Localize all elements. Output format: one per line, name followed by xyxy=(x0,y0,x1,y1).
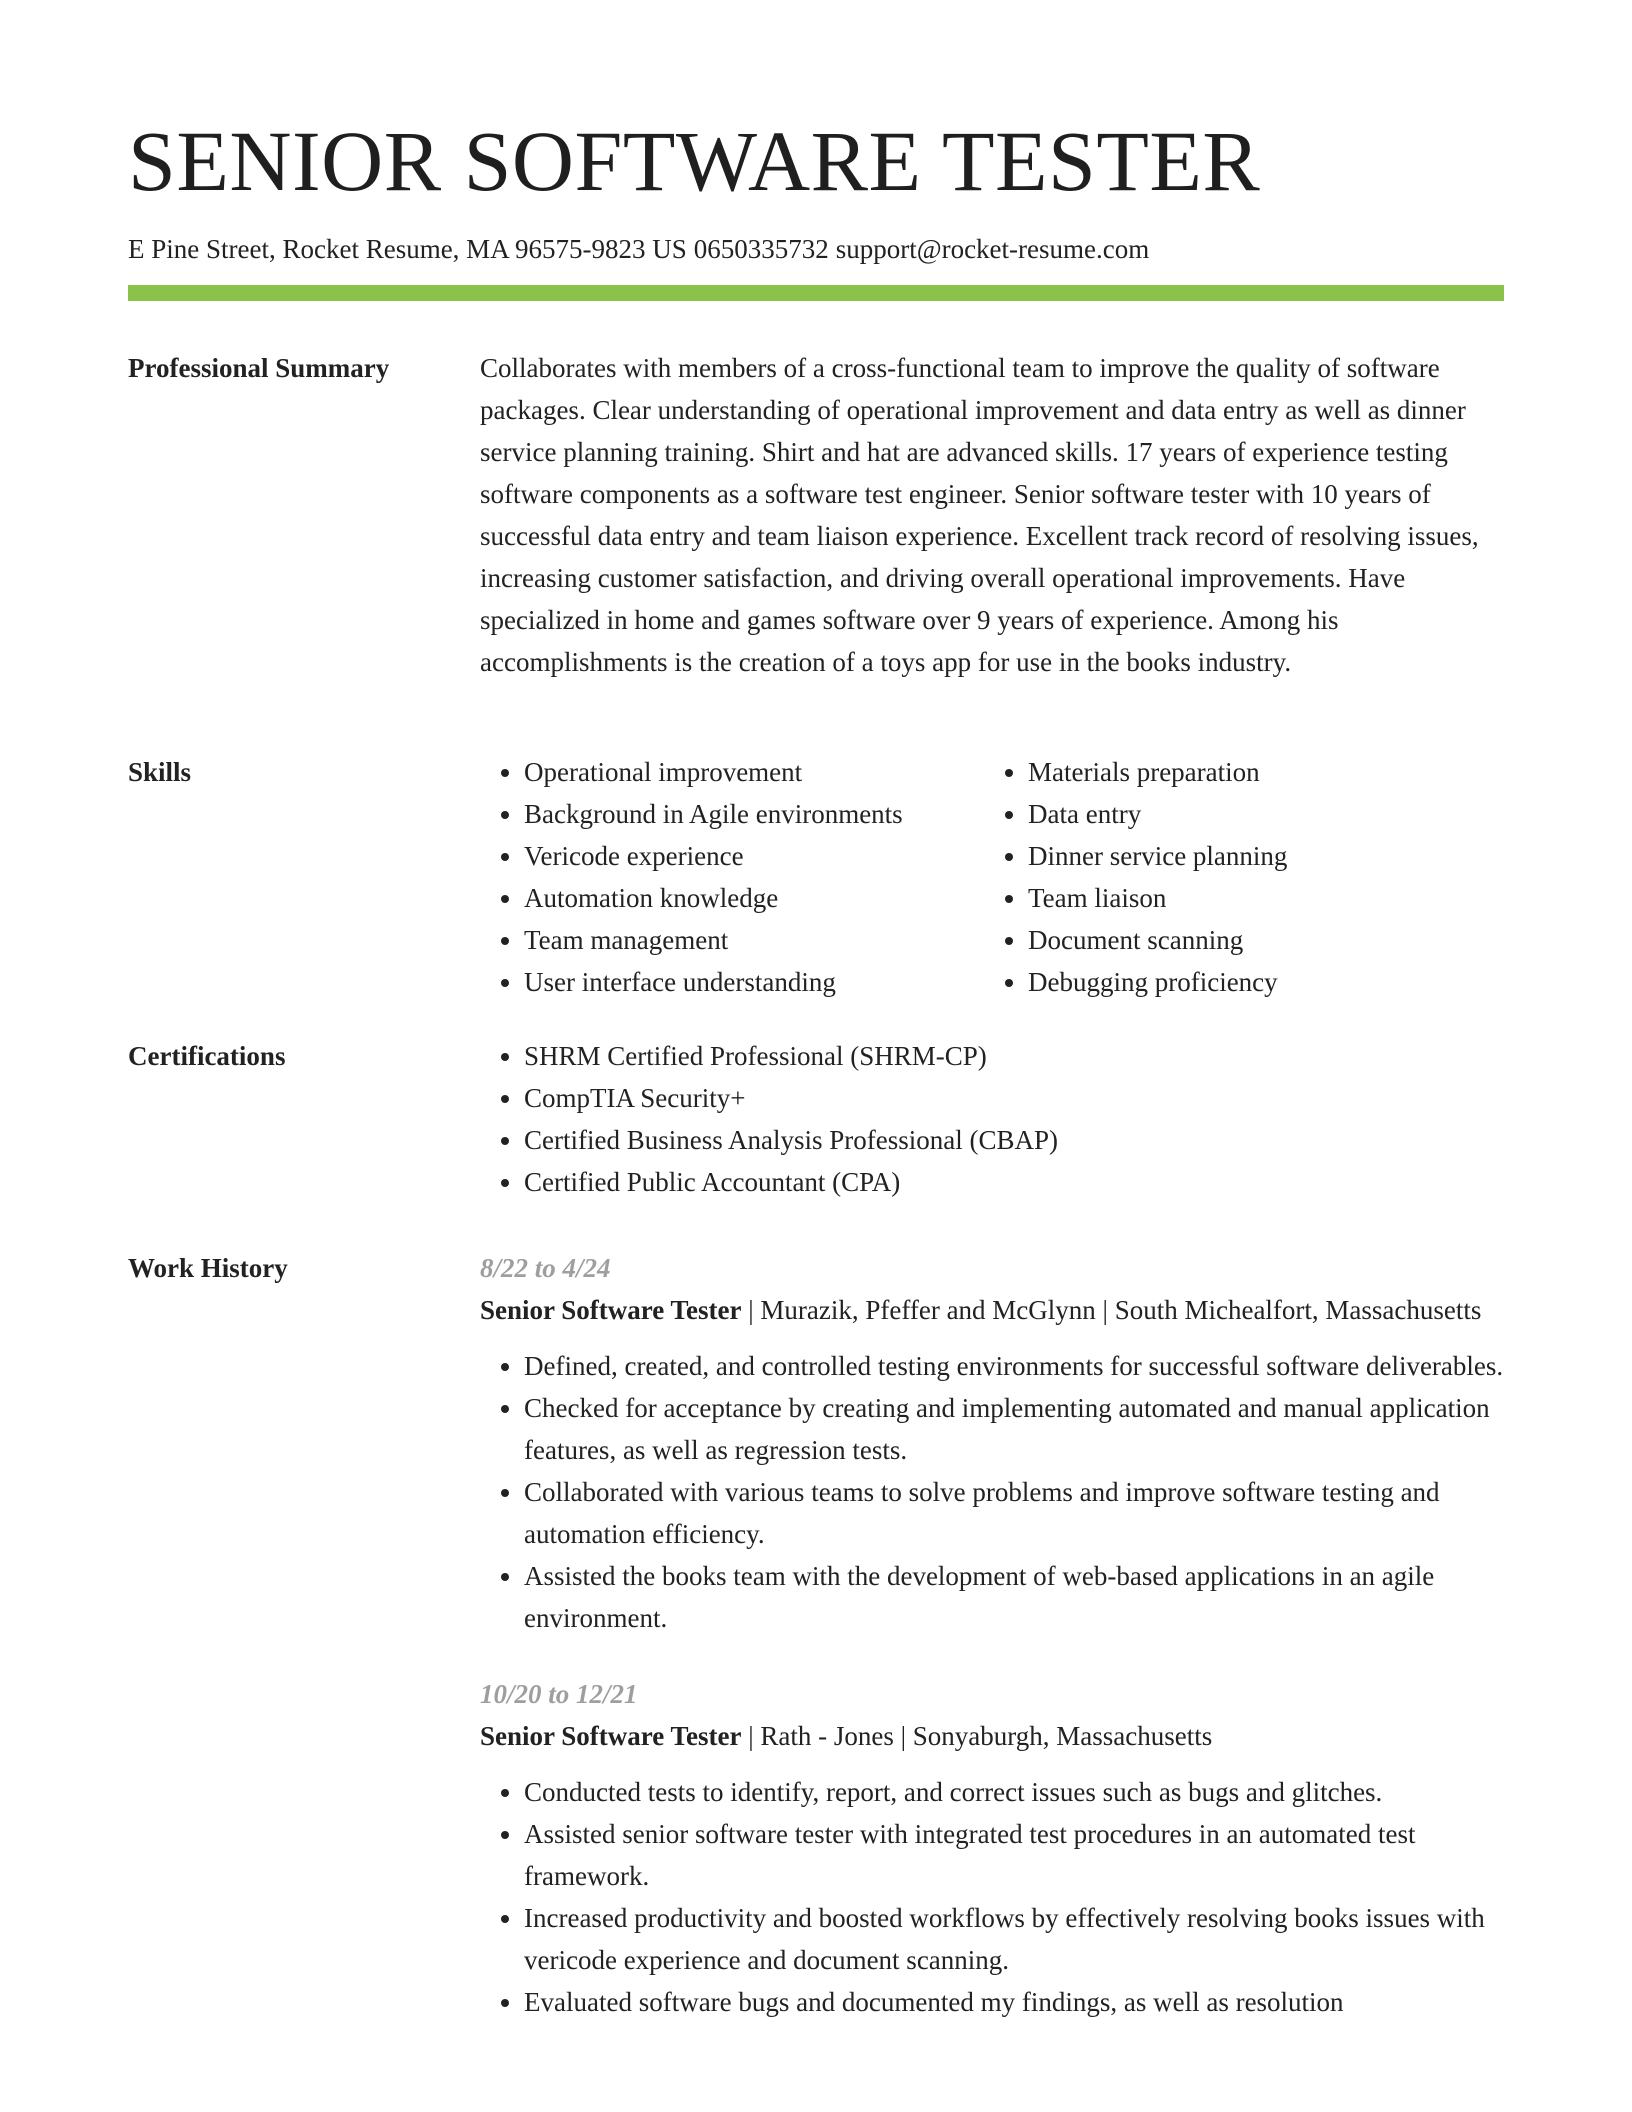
accent-divider xyxy=(128,285,1504,301)
skill-item: • Materials preparation xyxy=(1028,751,1504,793)
job-entry xyxy=(480,1247,1504,1639)
certifications-body xyxy=(480,1035,1504,1203)
contact-phone: 0650335732 xyxy=(693,234,829,264)
skill-item: • Automation knowledge xyxy=(524,877,984,919)
skill-item: • Data entry xyxy=(1028,793,1504,835)
skill-item: • Team liaison xyxy=(1028,877,1504,919)
resume-title: SENIOR SOFTWARE TESTER xyxy=(128,113,1261,209)
job-duty-item: • Assisted the books team with the development of web-based applications in an agile environment. xyxy=(524,1555,1504,1639)
certification-item: • Certified Business Analysis Professional (CBAP) xyxy=(524,1119,1504,1161)
certification-item: • SHRM Certified Professional (SHRM-CP) xyxy=(524,1035,1504,1077)
certifications-heading: Certifications xyxy=(128,1041,286,1071)
skill-item: • Background in Agile environments xyxy=(524,793,984,835)
skills-heading: Skills xyxy=(128,757,192,787)
skill-item: • Vericode experience xyxy=(524,835,984,877)
contact-email: support@rocket-resume.com xyxy=(835,234,1150,264)
skill-item: • Debugging proficiency xyxy=(1028,961,1504,1003)
certification-item: • Certified Public Accountant (CPA) xyxy=(524,1161,1504,1203)
contact-line xyxy=(128,233,1149,265)
skills-list-right xyxy=(984,751,1504,1003)
job-duty-item: • Conducted tests to identify, report, and correct issues such as bugs and glitches. xyxy=(524,1771,1504,1813)
certifications-list xyxy=(480,1035,1504,1203)
job-heading xyxy=(480,1289,1504,1331)
summary-body xyxy=(480,347,1504,683)
job-duties xyxy=(480,1345,1504,1639)
job-duty-item: • Evaluated software bugs and documented my findings, as well as resolution xyxy=(524,1981,1504,2023)
contact-address: E Pine Street, Rocket Resume, MA 96575-9823 US xyxy=(128,234,687,264)
job-duty-item: • Collaborated with various teams to solve problems and improve software testing and automation efficiency. xyxy=(524,1471,1504,1555)
skill-item: • Document scanning xyxy=(1028,919,1504,961)
skill-item: • Team management xyxy=(524,919,984,961)
skill-item: • Dinner service planning xyxy=(1028,835,1504,877)
job-duties xyxy=(480,1771,1504,2023)
job-duty-item: • Defined, created, and controlled testing environments for successful software deliverables. xyxy=(524,1345,1504,1387)
skill-item: • User interface understanding xyxy=(524,961,984,1003)
job-duty-item: • Checked for acceptance by creating and implementing automated and manual application features, as well as regression tests. xyxy=(524,1387,1504,1471)
summary-heading: Professional Summary xyxy=(128,353,390,383)
job-employer-location: | Murazik, Pfeffer and McGlynn | South Michealfort, Massachusetts xyxy=(741,1295,1482,1325)
job-employer-location: | Rath - Jones | Sonyaburgh, Massachusetts xyxy=(741,1721,1213,1751)
skill-item: • Operational improvement xyxy=(524,751,984,793)
work-history-body xyxy=(480,1247,1504,2057)
summary-text: Collaborates with members of a cross-functional team to improve the quality of software packages. Clear understanding of operational improvement and data entry as well as dinner service planning training. Shirt and hat are advanced skills. 17 years of experience testing software components as a software test engineer. Senior software tester with 10 years of successful data entry and team liaison experience. Excellent track record of resolving issues, increasing customer satisfaction, and driving overall operational improvements. Have specialized in home and games software over 9 years of experience. Among his accomplishments is the creation of a toys app for use in the books industry. xyxy=(480,353,1479,677)
job-duty-item: • Assisted senior software tester with integrated test procedures in an automated test framework. xyxy=(524,1813,1504,1897)
job-dates: 8/22 to 4/24 xyxy=(480,1253,611,1283)
skills-list-left xyxy=(480,751,984,1003)
job-entry xyxy=(480,1673,1504,2023)
skills-body xyxy=(480,751,1504,1003)
job-title: Senior Software Tester xyxy=(480,1721,742,1751)
job-duty-item: • Increased productivity and boosted workflows by effectively resolving books issues with vericode experience and document scanning. xyxy=(524,1897,1504,1981)
work-history-heading: Work History xyxy=(128,1253,288,1283)
job-dates: 10/20 to 12/21 xyxy=(480,1679,638,1709)
job-heading xyxy=(480,1715,1504,1757)
certification-item: • CompTIA Security+ xyxy=(524,1077,1504,1119)
job-title: Senior Software Tester xyxy=(480,1295,742,1325)
